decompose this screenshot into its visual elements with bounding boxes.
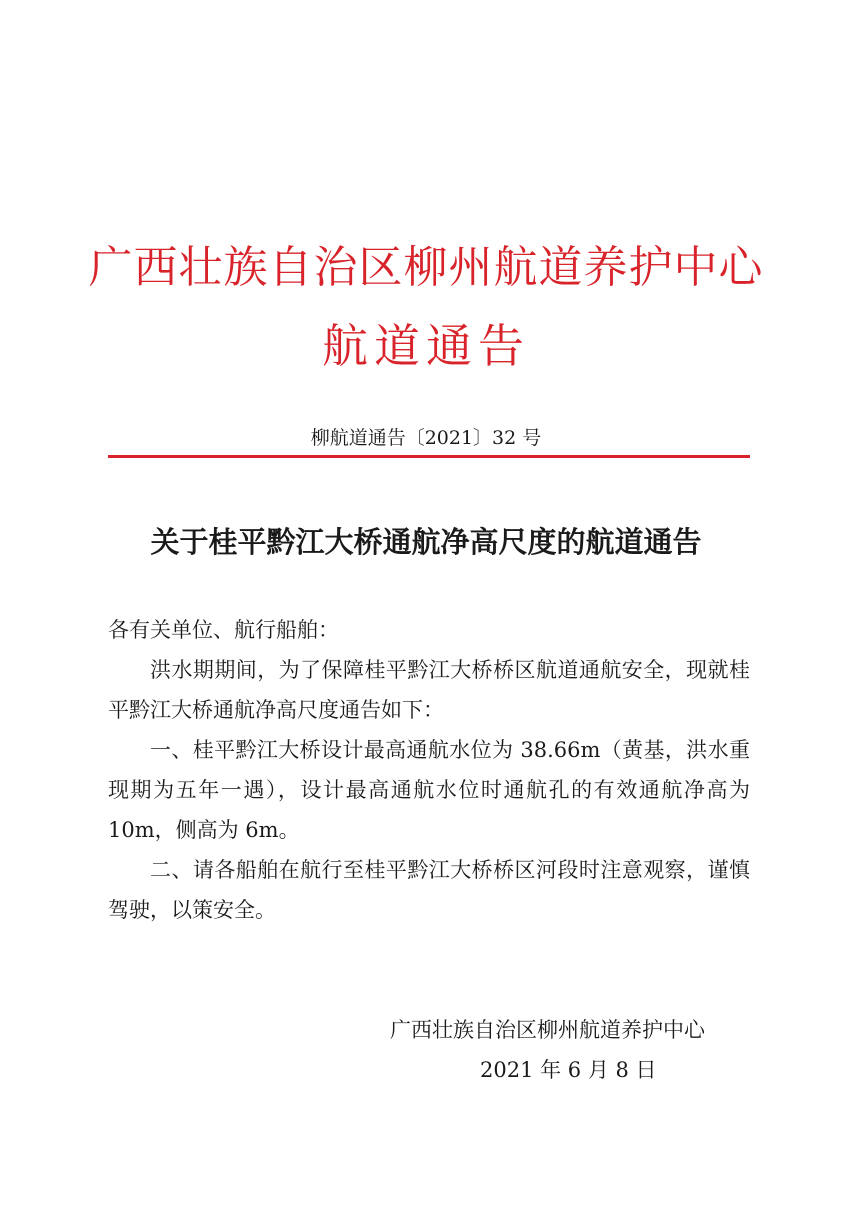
signature-date: 2021 年 6 月 8 日	[480, 1058, 657, 1082]
document-title: 关于桂平黔江大桥通航净高尺度的航道通告	[150, 525, 702, 559]
body-paragraph-item-2: 二、请各船舶在航行至桂平黔江大桥桥区河段时注意观察，谨慎驾驶，以策安全。	[108, 858, 750, 922]
header-organization: 广西壮族自治区柳州航道养护中心	[88, 242, 764, 293]
header-document-type: 航道通告	[322, 319, 530, 373]
red-divider-line	[108, 455, 750, 458]
body-paragraph-item-1: 一、桂平黔江大桥设计最高通航水位为 38.66m（黄基，洪水重现期为五年一遇），设计最高通航水位时通航孔的有效通航净高为 10m，侧高为 6m。	[108, 738, 750, 842]
document-number: 柳航道通告〔2021〕32 号	[310, 427, 542, 449]
signature-block	[390, 1010, 750, 1090]
document-body	[108, 610, 750, 930]
signature-organization: 广西壮族自治区柳州航道养护中心	[390, 1018, 705, 1042]
salutation: 各有关单位、航行船舶：	[108, 618, 339, 642]
body-paragraph-intro: 洪水期期间，为了保障桂平黔江大桥桥区航道通航安全，现就桂平黔江大桥通航净高尺度通告如下：	[108, 658, 750, 722]
